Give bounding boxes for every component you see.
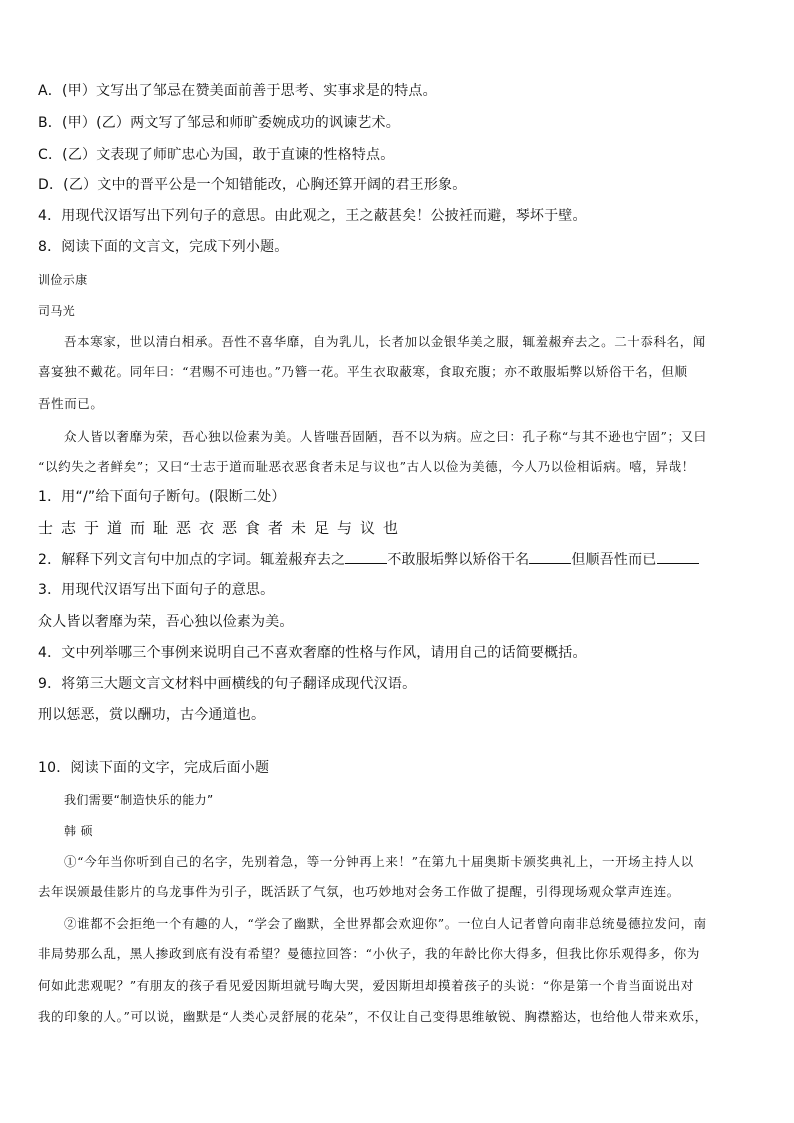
question-9-sentence: 刑以惩恶，赏以酬功，古今通道也。 (38, 707, 266, 723)
question-10-heading: 10．阅读下面的文字，完成后面小题 (38, 760, 270, 776)
subquestion-2-part-3: 但顺吾性而已 (571, 552, 657, 568)
subquestion-1: 1．用“/”给下面句子断句。(限断二处） (38, 489, 286, 505)
option-a: A．(甲）文写出了邹忌在赞美面前善于思考、实事求是的特点。 (38, 83, 437, 99)
question-4-translate: 4．用现代汉语写出下列句子的意思。由此观之，王之蔽甚矣！公披衽而避，琴坏于壁。 (38, 208, 587, 224)
passage-paragraph-2-line-1: 众人皆以奢靡为荣，吾心独以俭素为美。人皆嗤吾固陋，吾不以为病。应之曰：孔子称“与其不逊也宁固”；又曰 (64, 429, 707, 444)
subquestion-3: 3．用现代汉语写出下面句子的意思。 (38, 582, 275, 598)
subquestion-2-part-2: 不敢服垢弊以矫俗干名 (387, 552, 530, 568)
subquestion-1-sentence: 士志于道而耻恶衣恶食者未足与议也 (38, 519, 407, 537)
article-paragraph-1-line-1: ①“今年当你听到自己的名字，先别着急，等一分钟再上来！”在第九十届奥斯卡颁奖典礼上，一开场主持人以 (64, 854, 694, 869)
article-author: 韩 硕 (64, 824, 94, 838)
passage-title: 训俭示康 (38, 273, 88, 287)
passage-paragraph-1-line-1: 吾本寒家，世以清白相承。吾性不喜华靡，自为乳儿，长者加以金银华美之服，辄羞赧弃去之。二十忝科名，闻 (64, 334, 706, 349)
question-8-heading: 8．阅读下面的文言文，完成下列小题。 (38, 239, 289, 255)
subquestion-4: 4．文中列举哪三个事例来说明自己不喜欢奢靡的性格与作风，请用自己的话简要概括。 (38, 645, 587, 661)
subquestion-2-part-1: 2．解释下列文言句中加点的字词。辄羞赧弃去之 (38, 552, 346, 568)
article-paragraph-2-line-3: 何如此悲观呢？”有朋友的孩子看见爱因斯坦就号啕大哭，爱因斯坦却摸着孩子的头说：“你是第一个肯当面说出对 (38, 978, 694, 993)
option-b: B．(甲）(乙）两文写了邹忌和师旷委婉成功的讽谏艺术。 (38, 115, 400, 131)
option-d: D．(乙）文中的晋平公是一个知错能改，心胸还算开阔的君王形象。 (38, 177, 467, 193)
subquestion-3-sentence: 众人皆以奢靡为荣，吾心独以俭素为美。 (38, 614, 294, 630)
article-title: 我们需要“制造快乐的能力” (64, 793, 214, 807)
article-paragraph-1-line-2: 去年误颁最佳影片的乌龙事件为引子，既活跃了气氛，也巧妙地对会务工作做了提醒，引得现场观众掌声连连。 (38, 884, 680, 899)
answer-blank-2[interactable] (529, 549, 571, 564)
option-c: C．(乙）文表现了师旷忠心为国，敢于直谏的性格特点。 (38, 147, 395, 163)
subquestion-2 (38, 549, 699, 570)
article-paragraph-2-line-4: 我的印象的人。”可以说，幽默是“人类心灵舒展的花朵”，不仅让自己变得思维敏锐、胸襟豁达，也给他人带来欢乐， (38, 1009, 708, 1024)
passage-author: 司马光 (38, 304, 76, 318)
article-paragraph-2-line-2: 非局势那么乱，黑人掺政到底有没有希望？曼德拉回答：“小伙子，我的年龄比你大得多，但我比你乐观得多，你为 (38, 946, 700, 961)
passage-paragraph-2-line-2: “以约失之者鲜矣”；又曰“士志于道而耻恶衣恶食者未足与议也”古人以俭为美德，今人乃以俭相诟病。嘻，异哉！ (38, 459, 695, 474)
passage-paragraph-1-line-3: 吾性而已。 (38, 396, 104, 411)
question-9: 9．将第三大题文言文材料中画横线的句子翻译成现代汉语。 (38, 676, 417, 692)
passage-paragraph-1-line-2: 喜宴独不戴花。同年曰：“君赐不可违也。”乃簪一花。平生衣取蔽寒，食取充腹；亦不敢服垢弊以矫俗干名，但顺 (38, 364, 688, 379)
answer-blank-3[interactable] (657, 549, 699, 564)
article-paragraph-2-line-1: ②谁都不会拒绝一个有趣的人，“学会了幽默，全世界都会欢迎你”。一位白人记者曾向南非总统曼德拉发问，南 (64, 916, 707, 931)
answer-blank-1[interactable] (345, 549, 387, 564)
